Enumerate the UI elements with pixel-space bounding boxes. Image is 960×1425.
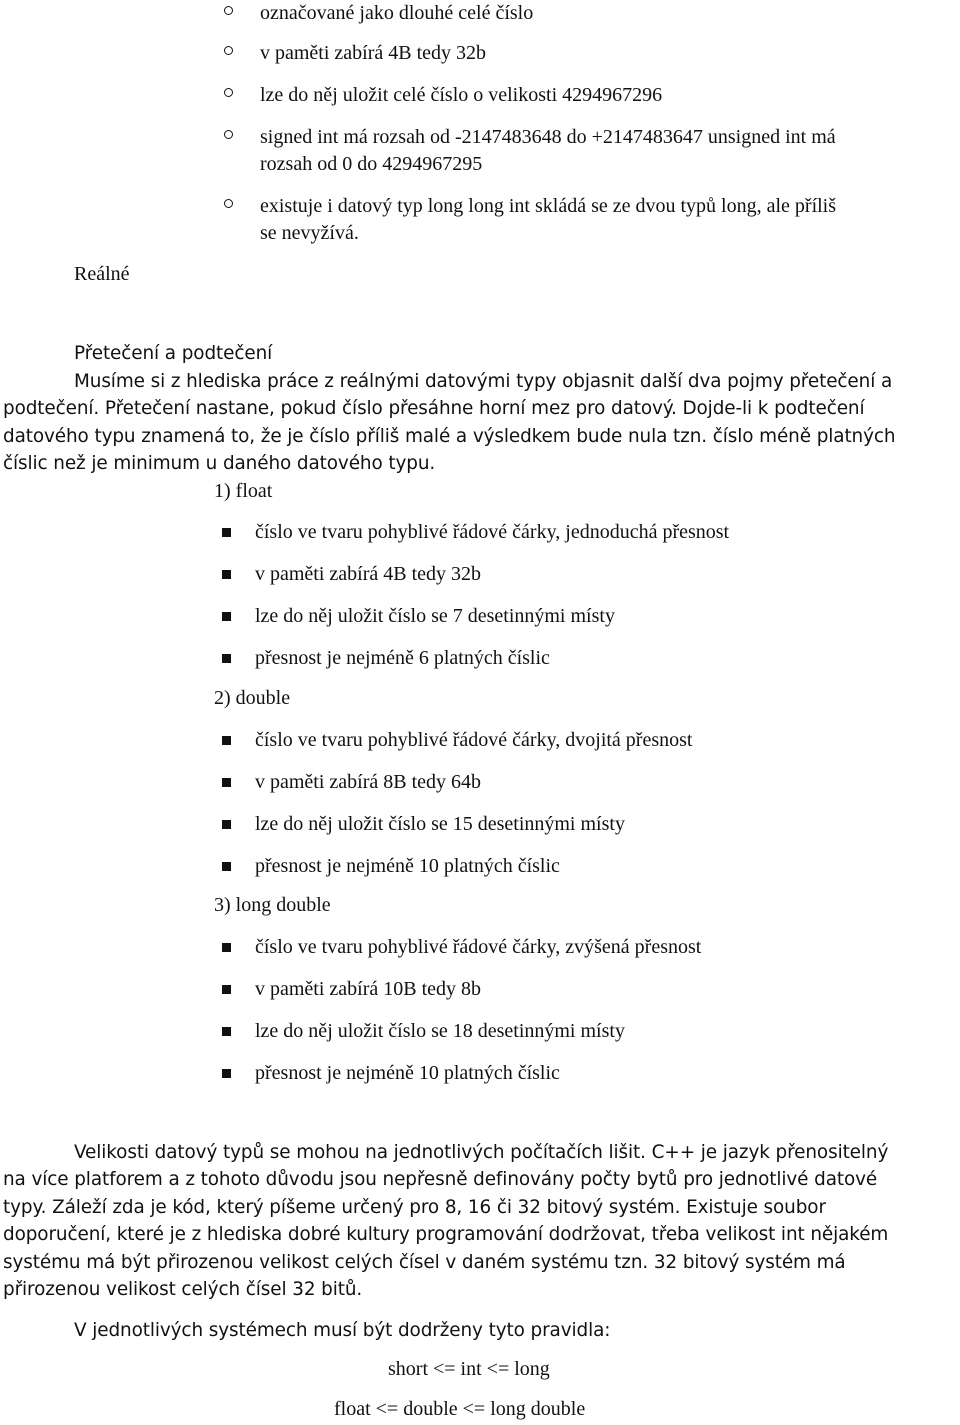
square-bullet-icon [222, 612, 231, 621]
paragraph-line: Musíme si z hlediska práce z reálnými datovými typy objasnit další dva pojmy přetečení a [74, 371, 893, 392]
circle-bullet-icon [224, 130, 233, 139]
paragraph-line: Velikosti datový typů se mohou na jednotlivých počítačích lišit. C++ je jazyk přenositelný [74, 1142, 889, 1163]
circle-bullet-icon [224, 46, 233, 55]
list-item: přesnost je nejméně 10 platných číslic [255, 1062, 560, 1084]
circle-bullet-icon [224, 6, 233, 15]
list-item: číslo ve tvaru pohyblivé řádové čárky, jednoduchá přesnost [255, 521, 730, 543]
list-item: číslo ve tvaru pohyblivé řádové čárky, dvojitá přesnost [255, 729, 693, 751]
type-title: 3) long double [214, 894, 331, 916]
paragraph-line: na více platforem a z tohoto důvodu jsou nepřesně definovány počty bytů pro jednotlivé datové [3, 1169, 878, 1190]
list-item: signed int má rozsah od -2147483648 do +2147483647 unsigned int má [260, 126, 836, 148]
square-bullet-icon [222, 570, 231, 579]
square-bullet-icon [222, 528, 231, 537]
list-item: v paměti zabírá 8B tedy 64b [255, 771, 482, 793]
square-bullet-icon [222, 943, 231, 952]
list-item: lze do něj uložit číslo se 18 desetinnými místy [255, 1020, 625, 1042]
paragraph-line: systému má být přirozenou velikost celých čísel v daném systému tzn. 32 bitový systém má [3, 1252, 846, 1273]
list-item-continuation: se nevyžívá. [260, 222, 359, 244]
square-bullet-icon [222, 778, 231, 787]
square-bullet-icon [222, 1027, 231, 1036]
paragraph-line: doporučení, které je z hlediska dobré kultury programování dodržovat, třeba velikost int nějakém [3, 1224, 889, 1245]
list-item: v paměti zabírá 10B tedy 8b [255, 978, 482, 1000]
rule-line: float <= double <= long double [334, 1398, 586, 1420]
square-bullet-icon [222, 1069, 231, 1078]
square-bullet-icon [222, 654, 231, 663]
paragraph-line: číslic než je minimum u daného datového typu. [3, 453, 436, 474]
list-item: označované jako dlouhé celé číslo [260, 2, 534, 24]
type-title: 2) double [214, 687, 291, 709]
rules-intro: V jednotlivých systémech musí být dodrženy tyto pravidla: [74, 1320, 611, 1341]
paragraph-line: datového typu znamená to, že je číslo příliš malé a výsledkem bude nula tzn. číslo méně platných [3, 426, 896, 447]
square-bullet-icon [222, 820, 231, 829]
list-item: lze do něj uložit číslo se 7 desetinnými místy [255, 605, 615, 627]
paragraph-line: typy. Záleží zda je kód, který píšeme určený pro 8, 16 či 32 bitový systém. Existuje soubor [3, 1197, 826, 1218]
square-bullet-icon [222, 862, 231, 871]
square-bullet-icon [222, 985, 231, 994]
type-title: 1) float [214, 480, 273, 502]
rule-line: short <= int <= long [388, 1358, 550, 1380]
list-item: v paměti zabírá 4B tedy 32b [255, 563, 482, 585]
square-bullet-icon [222, 736, 231, 745]
list-item: přesnost je nejméně 10 platných číslic [255, 855, 560, 877]
list-item-continuation: rozsah od 0 do 4294967295 [260, 153, 483, 175]
section-heading-overflow: Přetečení a podtečení [74, 343, 273, 364]
circle-bullet-icon [224, 199, 233, 208]
list-item: lze do něj uložit celé číslo o velikosti 4294967296 [260, 84, 663, 106]
list-item: existuje i datový typ long long int skládá se ze dvou typů long, ale příliš [260, 195, 837, 217]
paragraph-line: podtečení. Přetečení nastane, pokud číslo přesáhne horní mez pro datový. Dojde-li k podtečení [3, 398, 865, 419]
list-item: přesnost je nejméně 6 platných číslic [255, 647, 550, 669]
list-item: číslo ve tvaru pohyblivé řádové čárky, zvýšená přesnost [255, 936, 702, 958]
paragraph-line: přirozenou velikost celých čísel 32 bitů. [3, 1279, 363, 1300]
circle-bullet-icon [224, 88, 233, 97]
section-heading-real: Reálné [74, 263, 130, 285]
list-item: v paměti zabírá 4B tedy 32b [260, 42, 487, 64]
list-item: lze do něj uložit číslo se 15 desetinnými místy [255, 813, 625, 835]
